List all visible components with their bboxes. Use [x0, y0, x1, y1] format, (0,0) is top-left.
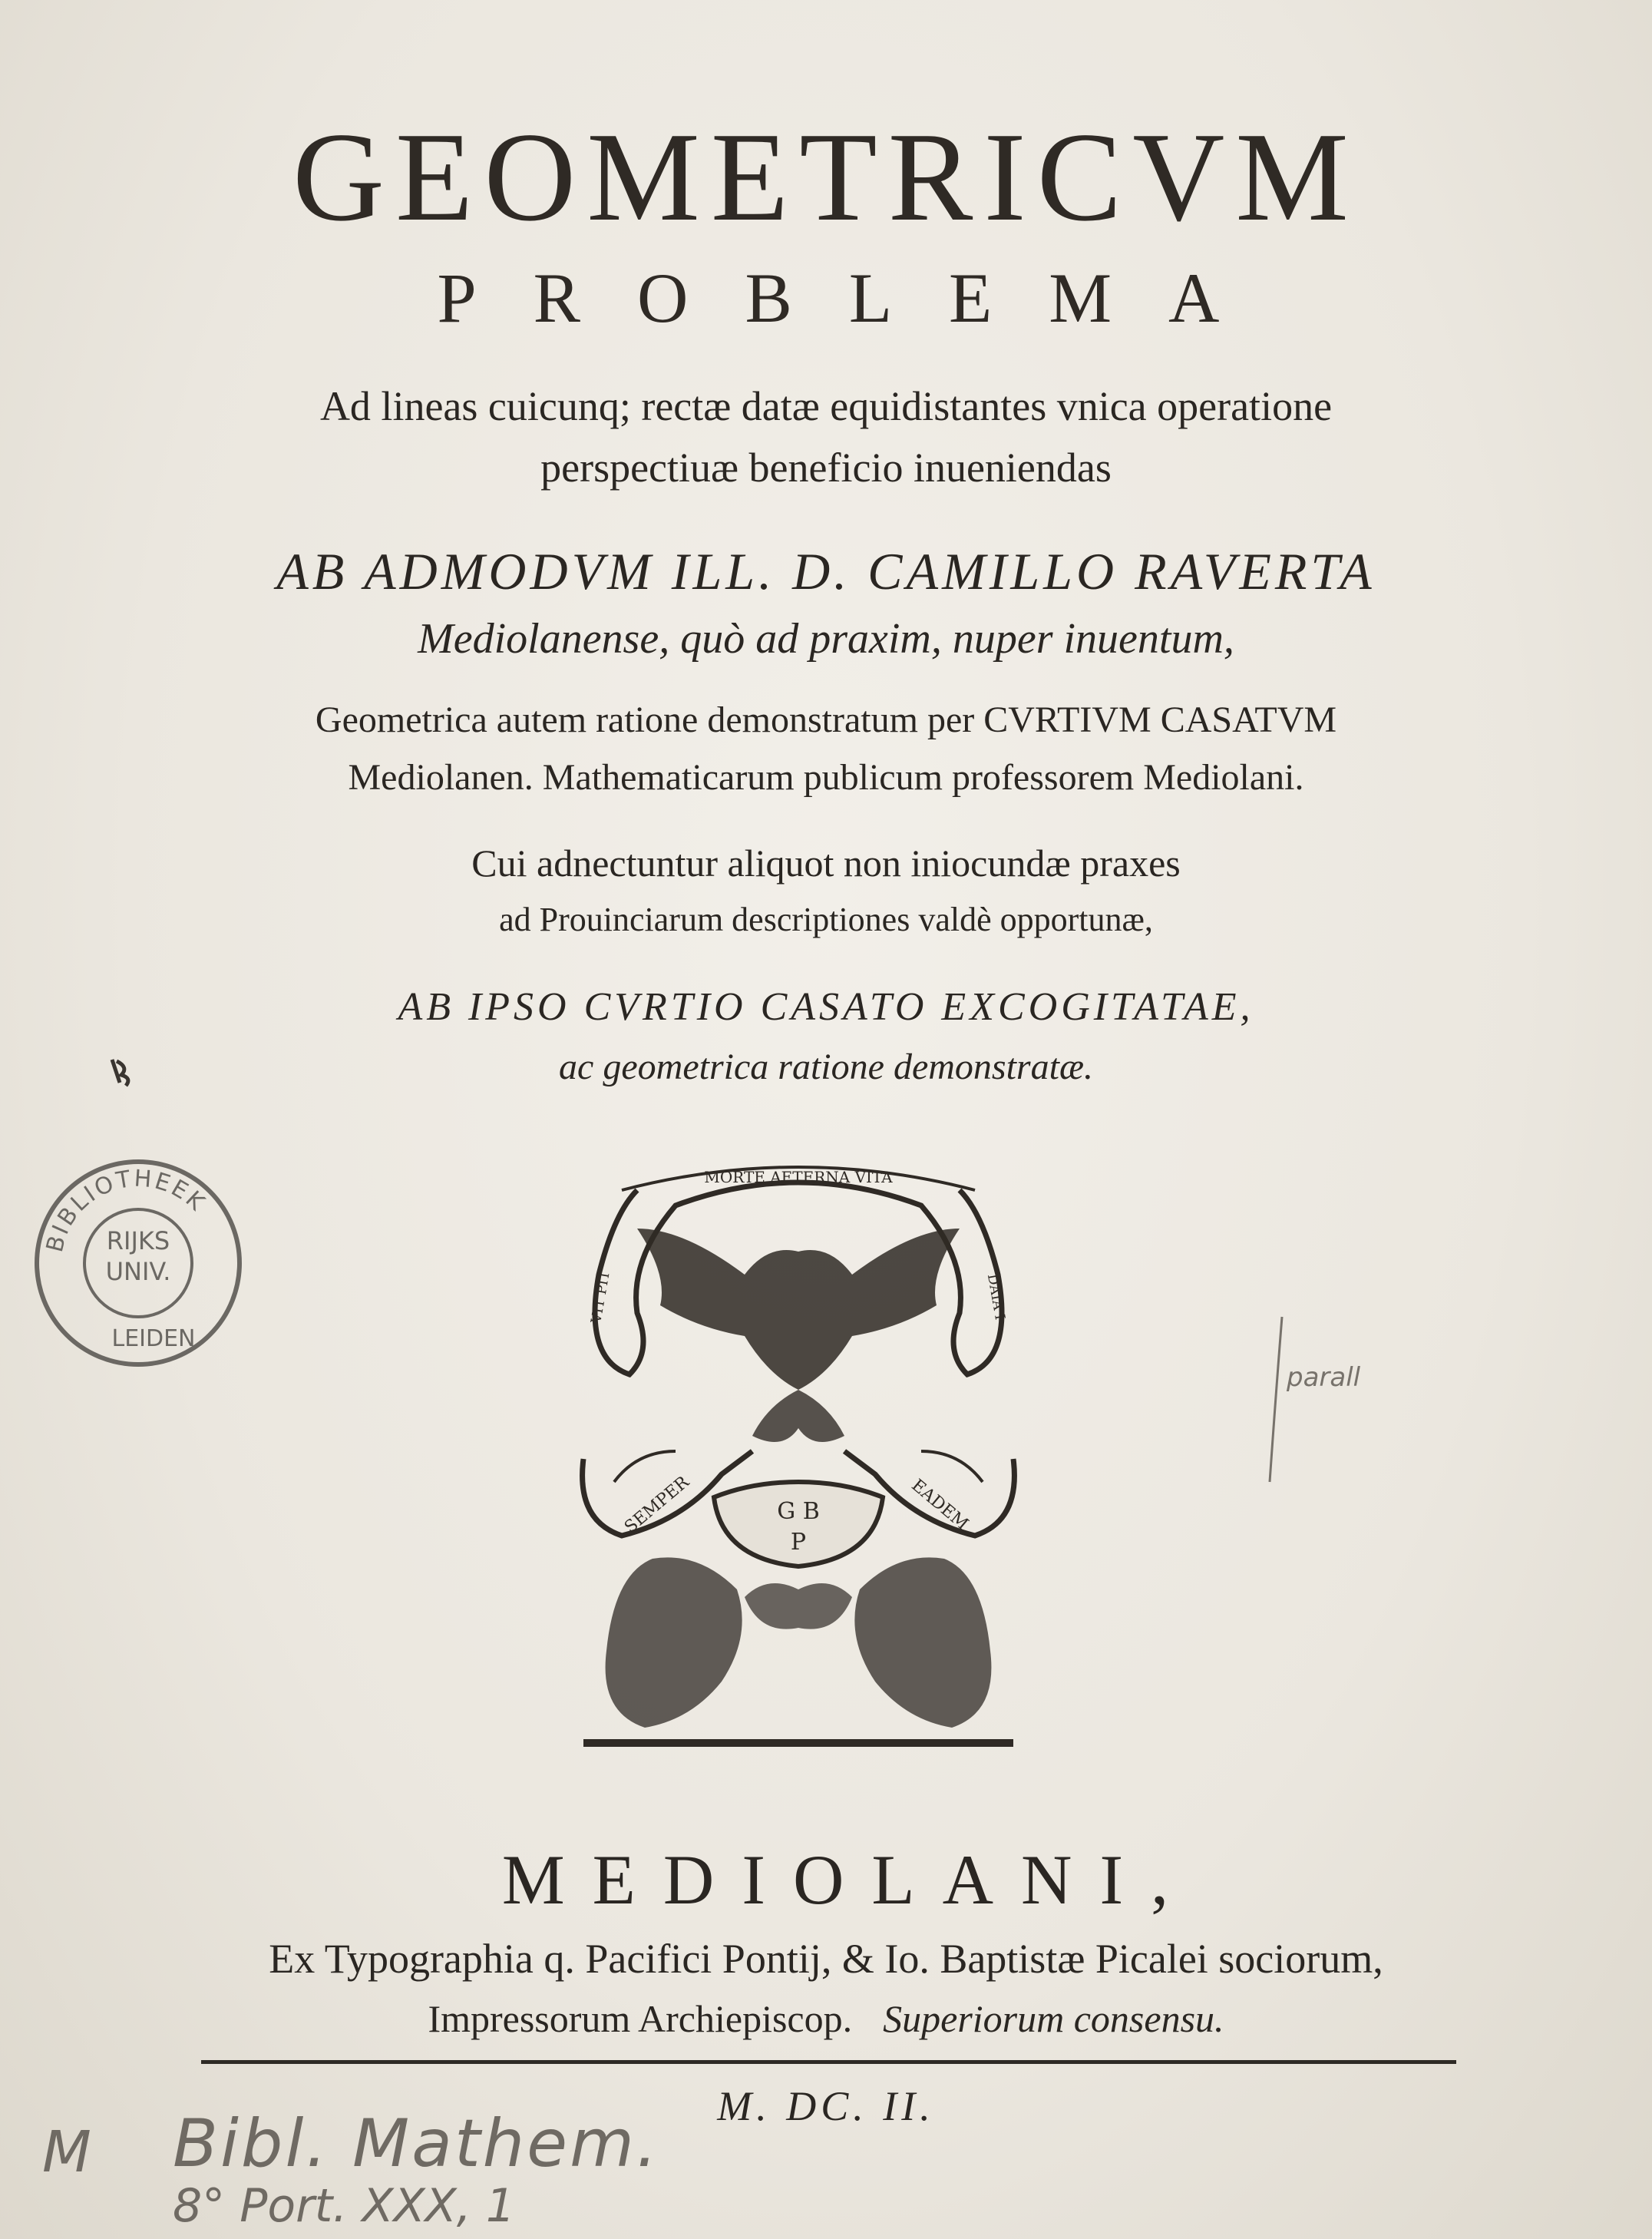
shelfmark-line-2: 8° Port. XXX, 1	[173, 2179, 516, 2233]
shelfmark-line-1: Bibl. Mathem.	[173, 2105, 660, 2182]
device-motto-top: MORTE AETERNA VITA	[704, 1168, 893, 1186]
device-initials-bottom: P	[790, 1529, 807, 1556]
addendum-line-4: ac geometrica ratione demonstratæ.	[559, 1047, 1093, 1087]
library-stamp	[31, 1156, 246, 1371]
title-line-2: PROBLEMA	[437, 259, 1277, 337]
device-motto-left: VIT PIT	[588, 1269, 613, 1325]
device-motto-lower-left: SEMPER	[621, 1472, 693, 1538]
demonstration-line-1: Geometrica autem ratione demonstratum per CVRTIVM CASATVM	[315, 699, 1337, 740]
author-line-2: Mediolanense, quò ad praxim, nuper inuentum,	[418, 615, 1234, 663]
stamp-ring-text: BIBLIOTHEEK	[41, 1165, 212, 1255]
imprint-line-1: Ex Typographia q. Pacifici Pontij, & Io. Baptistæ Picalei sociorum,	[269, 1936, 1383, 1982]
stamp-line-3: LEIDEN	[111, 1325, 196, 1352]
device-motto-right: DAIA I	[983, 1272, 1008, 1321]
addendum-line-2: ad Prouinciarum descriptiones valdè opportunæ,	[499, 901, 1153, 938]
device-motto-lower-right: EADEM	[907, 1476, 972, 1534]
pencil-note: parall	[1287, 1362, 1361, 1393]
demonstration-line-2: Mediolanen. Mathematicarum publicum professorem Mediolani.	[348, 757, 1304, 798]
printers-device	[568, 1159, 1029, 1766]
imprint-rule	[201, 2060, 1456, 2064]
device-initials-top: G B	[777, 1498, 820, 1525]
imprint-year: M. DC. II.	[717, 2083, 935, 2129]
subtitle-line-2: perspectiuæ beneficio inueniendas	[540, 445, 1112, 491]
addendum-line-3: AB IPSO CVRTIO CASATO EXCOGITATAE,	[398, 985, 1254, 1029]
ink-flourish-icon	[106, 1052, 144, 1090]
shelfmark-mark: M	[42, 2119, 91, 2185]
pencil-annotation	[1265, 1309, 1373, 1486]
stamp-line-1: RIJKS	[106, 1226, 170, 1255]
imprint-city: MEDIOLANI,	[501, 1840, 1197, 1919]
author-line-1: AB ADMODVM ILL. D. CAMILLO RAVERTA	[276, 542, 1376, 600]
stamp-line-2: UNIV.	[105, 1257, 171, 1286]
imprint-line-2	[0, 1996, 1652, 2041]
title-line-1: GEOMETRICVM	[292, 106, 1360, 247]
imprint-line-2-italic: Superiorum consensu.	[883, 1997, 1224, 2040]
addendum-line-1: Cui adnectuntur aliquot non iniocundæ praxes	[471, 842, 1181, 885]
imprint-line-2-roman: Impressorum Archiepiscop.	[428, 1997, 853, 2040]
subtitle-line-1: Ad lineas cuicunq; rectæ datæ equidistantes vnica operatione	[319, 383, 1333, 429]
